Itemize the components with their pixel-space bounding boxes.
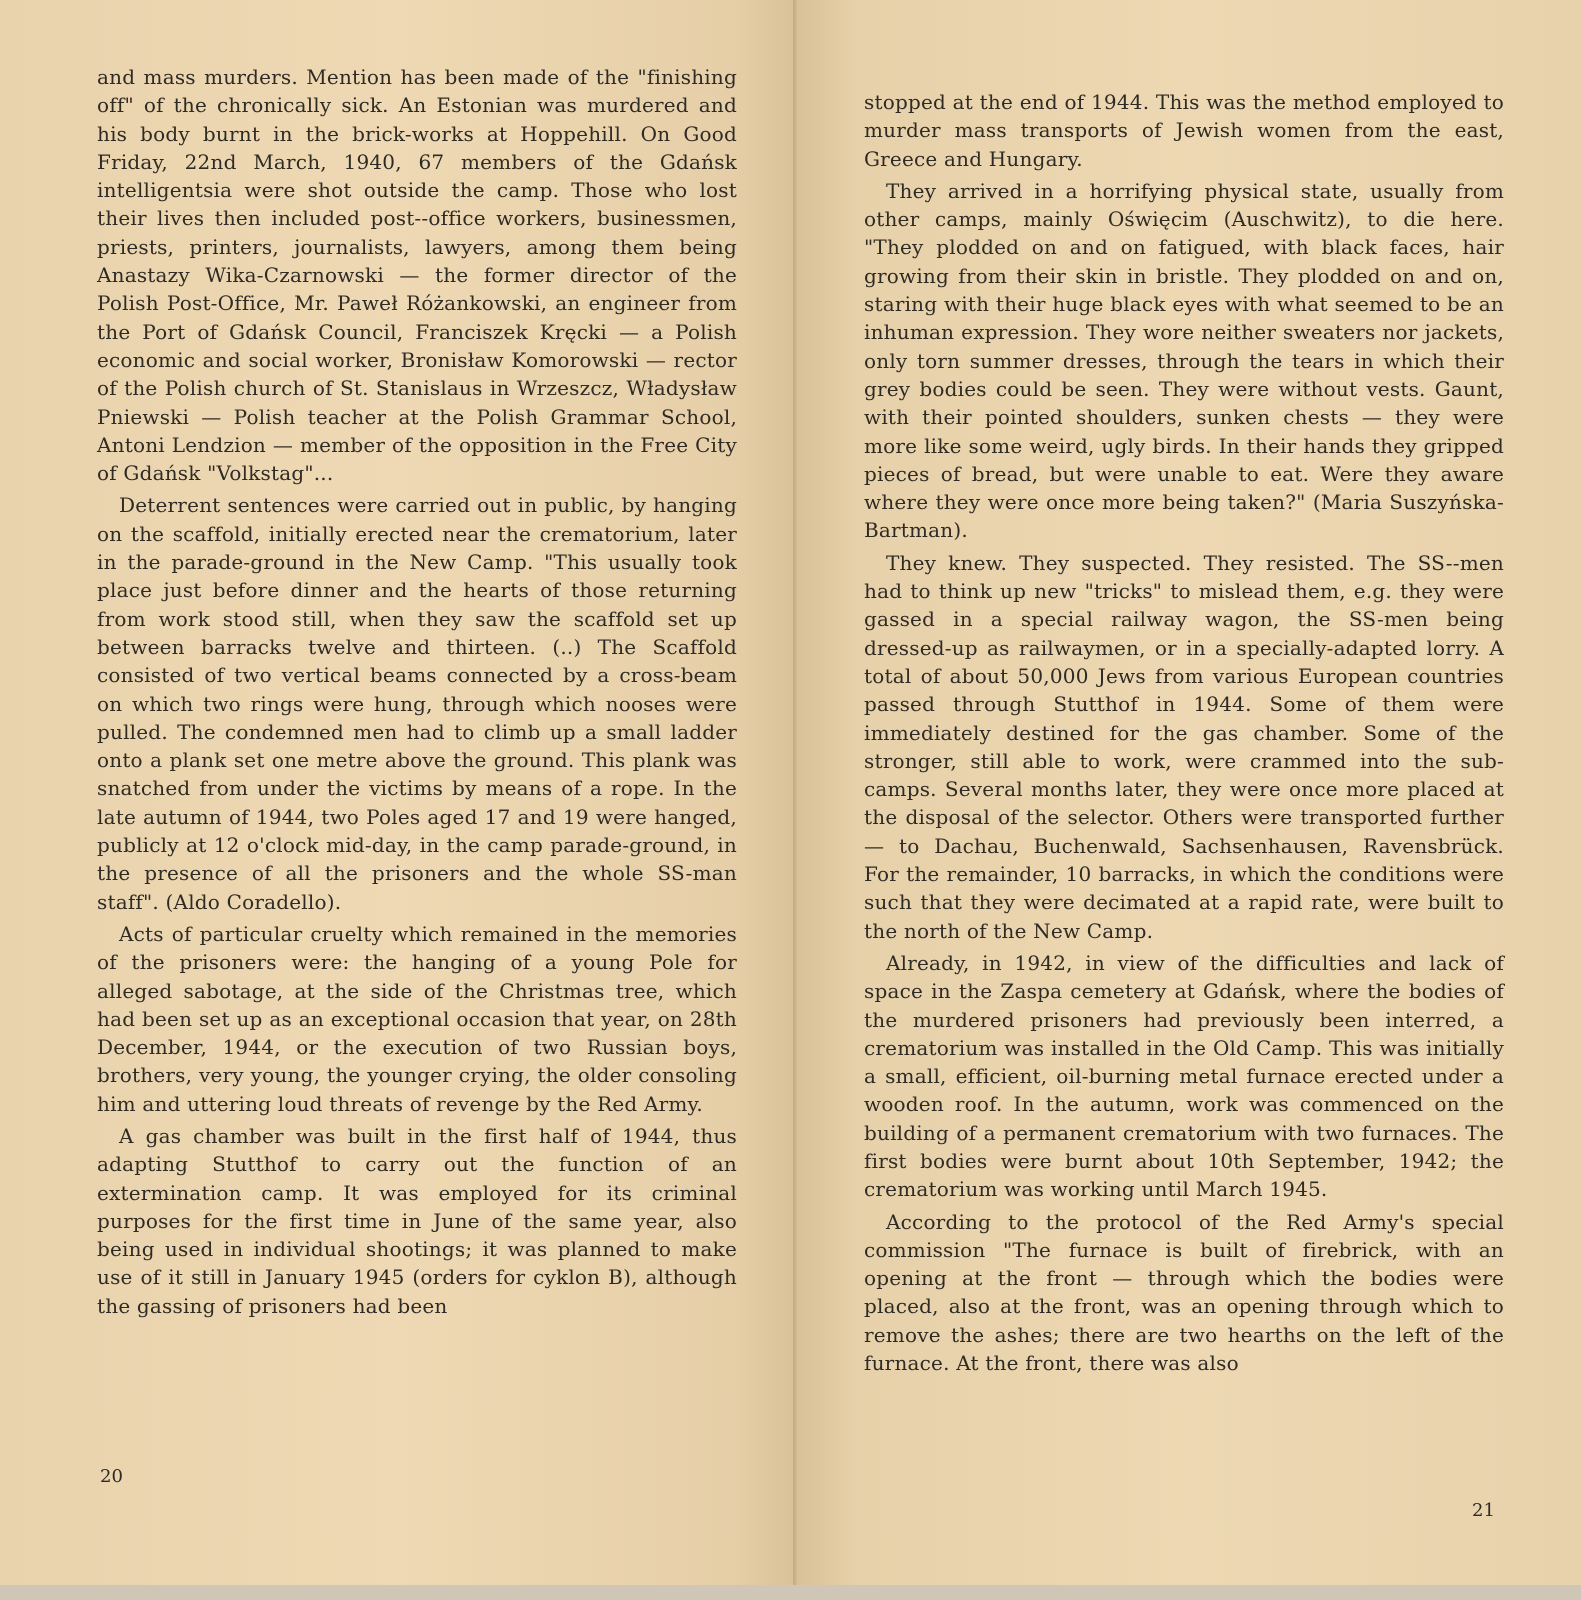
left-paragraph-1: and mass murders. Mention has been made of the "finishing off" of the chronically sick. An Estonian was murdered and his body burnt in the brick-works at Hoppehill. On Good Friday, 22nd March, 1940, 67 members of the Gdańsk intelligentsia were shot outside the camp. Those who lost their lives then included post--office workers, businessmen, priests, printers, journalists, lawyers, among them being Anastazy Wika-Czarnowski — the former director of the Polish Post-Office, Mr. Paweł Różankowski, an engineer from the Port of Gdańsk Council, Franciszek Kręcki — a Polish economic and social worker, Bronisław Komorowski — rector of the Polish church of St. Stanislaus in Wrzeszcz, Władysław Pniewski — Polish teacher at the Polish Grammar School, Antoni Lendzion — member of the opposition in the Free City of Gdańsk "Volkstag"... [97,65,737,486]
right-paragraph-5: According to the protocol of the Red Army's special commission "The furnace is built of firebrick, with an opening at the front — through which the bodies were placed, also at the front, was an opening through which to remove the ashes; there are two hearths on the left of the furnace. At the front, there was also [864,1209,1504,1376]
right-page-number: 21 [1472,1500,1495,1521]
right-paragraph-4: Already, in 1942, in view of the difficulties and lack of space in the Zaspa cemetery at Gdańsk, where the bodies of the murdered prisoners had previously been interred, a crematorium was installed in the Old Camp. This was initially a small, efficient, oil-burning metal furnace erected under a wooden roof. In the autumn, work was commenced on the building of a permanent crematorium with two furnaces. The first bodies were burnt about 10th September, 1942; the crematorium was working until March 1945. [864,950,1504,1202]
right-paragraph-2: They arrived in a horrifying physical state, usually from other camps, mainly Oświęcim (Auschwitz), to die here. "They plodded on and on fatigued, with black faces, hair growing from their skin in bristle. They plodded on and on, staring with their huge black eyes with what seemed to be an inhuman expression. They wore neither sweaters nor jackets, only torn summer dresses, through the tears in which their grey bodies could be seen. They were without vests. Gaunt, with their pointed shoulders, sunken chests — they were more like some weird, ugly birds. In their hands they gripped pieces of bread, but were unable to eat. Were they aware where they were once more being taken?" (Maria Suszyńska-Bartman). [864,178,1504,543]
left-paragraph-4: A gas chamber was built in the first half of 1944, thus adapting Stutthof to carry out the function of an extermination camp. It was employed for its criminal purposes for the first time in June of the same year, also being used in individual shootings; it was planned to make use of it still in January 1945 (orders for cyklon B), although the gassing of prisoners had been [97,1123,737,1318]
left-page-text [97,63,737,1324]
right-paragraph-3: They knew. They suspected. They resisted. The SS--men had to think up new "tricks" to mislead them, e.g. they were gassed in a special railway wagon, the SS-men being dressed-up as railwaymen, or in a specially-adapted lorry. A total of about 50,000 Jews from various European countries passed through Stutthof in 1944. Some of them were immediately destined for the gas chamber. Some of the stronger, still able to work, were crammed into the sub-camps. Several months later, they were once more placed at the disposal of the selector. Others were transported further — to Dachau, Buchenwald, Sachsenhausen, Ravensbrück. For the remainder, 10 barracks, in which the conditions were such that they were decimated at a rapid rate, were built to the north of the New Camp. [864,550,1504,943]
scan-bottom-edge [0,1585,1581,1600]
left-paragraph-3: Acts of particular cruelty which remained in the memories of the prisoners were: the hanging of a young Pole for alleged sabotage, at the side of the Christmas tree, which had been set up as an exceptional occasion that year, on 28th December, 1944, or the execution of two Russian boys, brothers, very young, the younger crying, the older consoling him and uttering loud threats of revenge by the Red Army. [97,921,737,1116]
right-page-text [864,88,1504,1381]
right-paragraph-1: stopped at the end of 1944. This was the method employed to murder mass transports of Jewish women from the east, Greece and Hungary. [864,90,1504,171]
left-page-number: 20 [100,1466,123,1487]
left-paragraph-2: Deterrent sentences were carried out in public, by hanging on the scaffold, initially erected near the crematorium, later in the parade-ground in the New Camp. "This usually took place just before dinner and the hearts of those returning from work stood still, when they saw the scaffold set up between barracks twelve and thirteen. (..) The Scaffold consisted of two vertical beams connected by a cross-beam on which two rings were hung, through which nooses were pulled. The condemned men had to climb up a small ladder onto a plank set one metre above the ground. This plank was snatched from under the victims by means of a rope. In the late autumn of 1944, two Poles aged 17 and 19 were hanged, publicly at 12 o'clock mid-day, in the camp parade-ground, in the presence of all the prisoners and the whole SS-man staff". (Aldo Coradello). [97,493,737,914]
book-spine [793,0,797,1600]
